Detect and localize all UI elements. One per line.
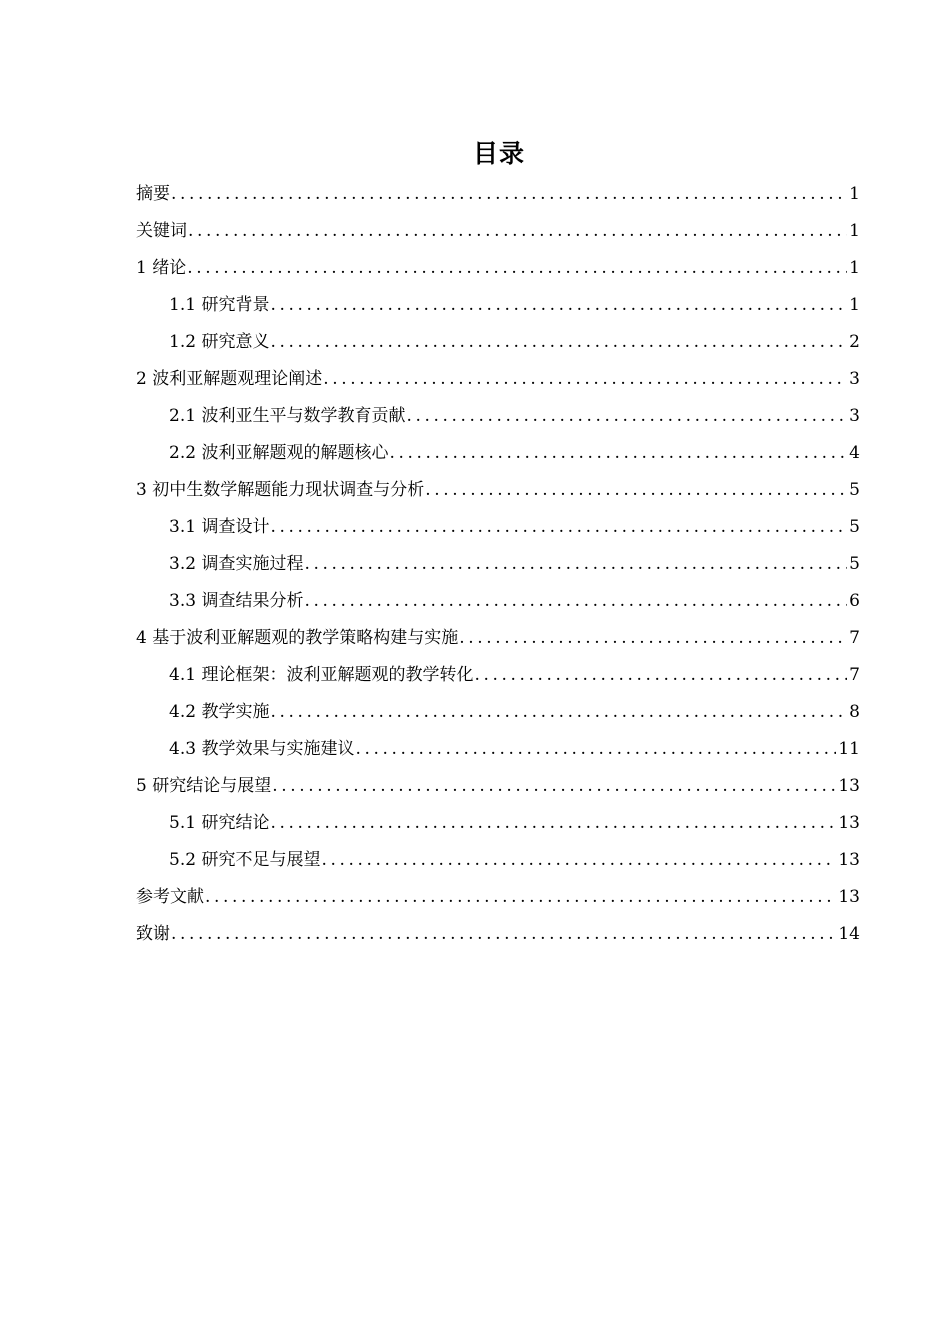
toc-entry-label: 4.3 教学效果与实施建议 [169, 739, 355, 759]
toc-dot-leader [270, 324, 847, 361]
toc-dot-leader [425, 472, 847, 509]
toc-entry-label: 参考文献 [136, 887, 204, 907]
toc-dot-leader [270, 287, 847, 324]
toc-entry[interactable] [136, 805, 860, 842]
toc-entry-label: 3.3 调查结果分析 [169, 591, 304, 611]
toc-entry-label: 4.1 理论框架：波利亚解题观的教学转化 [169, 665, 474, 685]
toc-entry-page-number: 1 [849, 295, 860, 315]
toc-entry[interactable] [136, 768, 860, 805]
toc-entry-page-number: 13 [838, 850, 860, 870]
toc-entry-label: 4 基于波利亚解题观的教学策略构建与实施 [136, 628, 459, 648]
toc-entry[interactable] [136, 583, 860, 620]
toc-dot-leader [474, 657, 847, 694]
toc-entry[interactable] [136, 287, 860, 324]
toc-dot-leader [304, 583, 847, 620]
toc-entry-label: 4.2 教学实施 [169, 702, 270, 722]
toc-entry-label: 3.2 调查实施过程 [169, 554, 304, 574]
toc-entry-label: 5 研究结论与展望 [136, 776, 272, 796]
toc-entry-page-number: 13 [838, 887, 860, 907]
toc-entry-page-number: 3 [849, 369, 860, 389]
toc-dot-leader [270, 805, 836, 842]
toc-entry[interactable] [136, 176, 860, 213]
toc-entry-label: 致谢 [136, 924, 170, 944]
toc-entry-page-number: 7 [849, 665, 860, 685]
toc-dot-leader [205, 879, 836, 916]
toc-entry-label: 2 波利亚解题观理论阐述 [136, 369, 323, 389]
toc-dot-leader [188, 213, 847, 250]
toc-dot-leader [270, 509, 847, 546]
toc-entry-label: 5.2 研究不足与展望 [169, 850, 321, 870]
toc-entry-page-number: 2 [849, 332, 860, 352]
toc-dot-leader [459, 620, 847, 657]
toc-entry[interactable] [136, 620, 860, 657]
toc-dot-leader [389, 435, 847, 472]
toc-entry[interactable] [136, 250, 860, 287]
toc-entry-page-number: 5 [849, 517, 860, 537]
toc-list [136, 176, 860, 953]
toc-entry-page-number: 1 [849, 258, 860, 278]
toc-dot-leader [171, 916, 836, 953]
toc-entry-page-number: 1 [849, 184, 860, 204]
toc-entry[interactable] [136, 879, 860, 916]
toc-entry[interactable] [136, 916, 860, 953]
toc-entry-page-number: 8 [849, 702, 860, 722]
toc-entry-page-number: 7 [849, 628, 860, 648]
toc-dot-leader [323, 361, 847, 398]
toc-entry-label: 2.2 波利亚解题观的解题核心 [169, 443, 389, 463]
toc-dot-leader [304, 546, 847, 583]
toc-entry-label: 1.1 研究背景 [169, 295, 270, 315]
toc-entry-label: 2.1 波利亚生平与数学教育贡献 [169, 406, 406, 426]
toc-title: 目录 [472, 139, 525, 168]
toc-entry-page-number: 4 [849, 443, 860, 463]
toc-entry-page-number: 13 [838, 813, 860, 833]
toc-entry-page-number: 14 [838, 924, 860, 944]
toc-entry-page-number: 11 [838, 739, 860, 759]
toc-entry-label: 摘要 [136, 184, 170, 204]
toc-entry-page-number: 3 [849, 406, 860, 426]
toc-entry-label: 5.1 研究结论 [169, 813, 270, 833]
toc-entry[interactable] [136, 213, 860, 250]
toc-entry[interactable] [136, 657, 860, 694]
toc-entry[interactable] [136, 546, 860, 583]
toc-entry-page-number: 6 [849, 591, 860, 611]
toc-dot-leader [406, 398, 847, 435]
toc-entry[interactable] [136, 842, 860, 879]
toc-entry-page-number: 13 [838, 776, 860, 796]
toc-dot-leader [355, 731, 836, 768]
toc-entry[interactable] [136, 361, 860, 398]
toc-entry-page-number: 5 [849, 480, 860, 500]
toc-entry[interactable] [136, 435, 860, 472]
toc-entry-page-number: 1 [849, 221, 860, 241]
toc-dot-leader [321, 842, 836, 879]
toc-dot-leader [272, 768, 836, 805]
toc-entry-label: 3 初中生数学解题能力现状调查与分析 [136, 480, 425, 500]
toc-dot-leader [187, 250, 847, 287]
toc-entry[interactable] [136, 731, 860, 768]
toc-entry-label: 1 绪论 [136, 258, 187, 278]
toc-dot-leader [270, 694, 847, 731]
toc-entry[interactable] [136, 509, 860, 546]
toc-dot-leader [171, 176, 847, 213]
toc-entry[interactable] [136, 398, 860, 435]
toc-entry[interactable] [136, 694, 860, 731]
toc-entry-label: 关键词 [136, 221, 187, 241]
toc-entry[interactable] [136, 324, 860, 361]
toc-entry-label: 3.1 调查设计 [169, 517, 270, 537]
toc-entry[interactable] [136, 472, 860, 509]
toc-entry-page-number: 5 [849, 554, 860, 574]
toc-entry-label: 1.2 研究意义 [169, 332, 270, 352]
